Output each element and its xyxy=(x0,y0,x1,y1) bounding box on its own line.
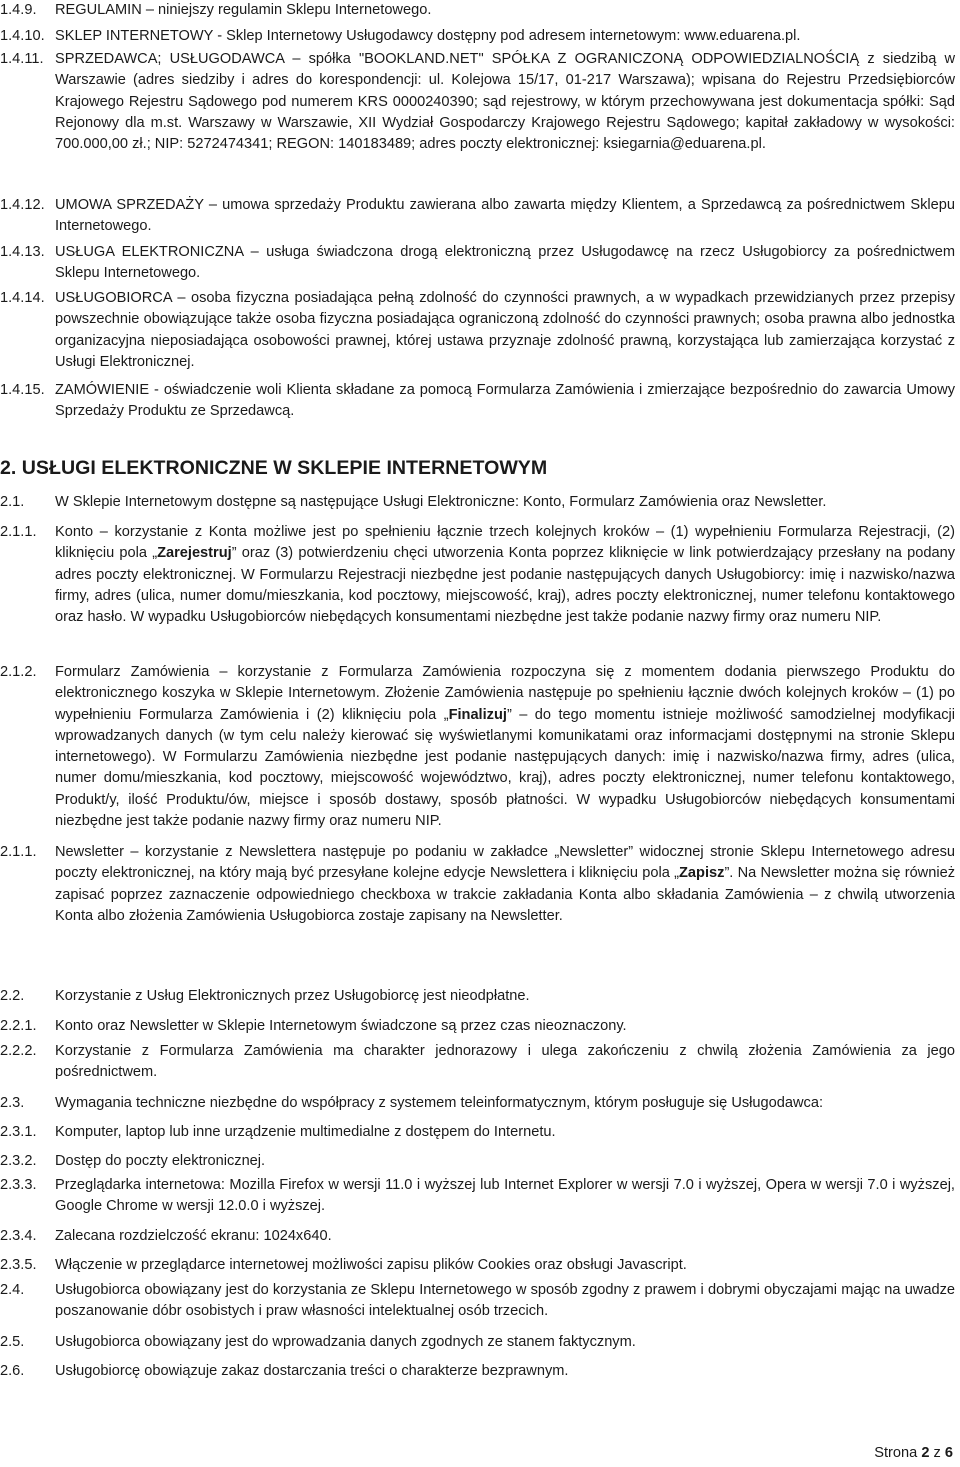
page-footer xyxy=(874,1443,953,1463)
clause-text: Dostęp do poczty elektronicznej. xyxy=(55,1153,266,1169)
clause-number: 2.3. xyxy=(0,1095,25,1111)
clause-number: 1.4.12. xyxy=(0,197,45,213)
clause-text: Włączenie w przeglądarce internetowej możliwości zapisu plików Cookies oraz obsługi Javascript. xyxy=(55,1257,687,1273)
clause-text: Usługobiorca obowiązany jest do korzystania ze Sklepu Internetowego w sposób zgodny z prawem i dobrymi obyczajami mając na uwadze poszanowanie dóbr osobistych i praw własności intelektualnej osób trzecich. xyxy=(55,1282,955,1320)
clause-text: Przeglądarka internetowa: Mozilla Firefox w wersji 11.0 i wyższej lub Internet Explorer w wersji 7.0 i wyższej, Opera w wersji 7.0 i wyższej, Google Chrome w wersji 12.0.0 i wyższej. xyxy=(55,1177,955,1215)
footer-page-number: 2 xyxy=(921,1445,930,1461)
clause-number: 2.4. xyxy=(0,1282,25,1298)
clause-number: 1.4.13. xyxy=(0,244,45,260)
clause-number: 2.1.1. xyxy=(0,524,37,540)
clause-text: USŁUGOBIORCA – osoba fizyczna posiadająca pełną zdolność do czynności prawnych, a w wypadkach przewidzianych przez przepisy powszechnie obowiązujące także osoba fizyczna posiadająca ograniczoną zdolność do czynności prawnych; osoba prawna albo jednostka organizacyjna nieposiadająca osobowości prawnej, której ustawa przyznaje zdolność prawną, korzystająca lub zamierzająca korzystać z Usługi Elektronicznej. xyxy=(55,290,955,370)
clause-text: Komputer, laptop lub inne urządzenie multimedialne z dostępem do Internetu. xyxy=(55,1124,556,1140)
clause-text xyxy=(55,662,955,832)
clause-number: 2.1. xyxy=(0,494,25,510)
clause-number: 2.3.5. xyxy=(0,1257,37,1273)
clause-number: 1.4.11. xyxy=(0,51,44,67)
clause-text xyxy=(55,522,955,628)
clause-number: 2.1.2. xyxy=(0,664,37,680)
clause-number: 1.4.9. xyxy=(0,2,37,18)
clause-number: 2.3.2. xyxy=(0,1153,37,1169)
clause-text: Usługobiorca obowiązany jest do wprowadzania danych zgodnych ze stanem faktycznym. xyxy=(55,1334,636,1350)
clause-text: UMOWA SPRZEDAŻY – umowa sprzedaży Produktu zawierana albo zawarta między Klientem, a Sprzedawcą za pośrednictwem Sklepu Internetowego. xyxy=(55,197,955,235)
clause-text-part: ” oraz (3) potwierdzeniu chęci utworzenia Konta poprzez kliknięcie w link potwierdzający przesłany na podany adres poczty elektronicznej. W Formularzu Rejestracji niezbędne jest podanie następujących danych Usługobiorcy: imię i nazwisko/nazwa firmy, adres (ulica, numer domu/mieszkania, kod pocztowy, miejscowość, kraj), adres poczty elektronicznej, numer telefonu kontaktowego oraz hasło. W wypadku Usługobiorców niebędących konsumentami niezbędne jest także podanie nazwy firmy oraz numeru NIP. xyxy=(55,545,955,626)
clause-text: ZAMÓWIENIE - oświadczenie woli Klienta składane za pomocą Formularza Zamówienia i zmierzające bezpośrednio do zawarcia Umowy Sprzedaży Produktu ze Sprzedawcą. xyxy=(55,382,955,420)
clause-text-part: Newsletter – korzystanie z Newslettera następuje po podaniu w zakładce „Newsletter” widocznej stronie Sklepu Internetowego adresu poczty elektronicznej, na który mają być przesyłane kolejne edycje Newslettera i kliknięciu pola „ xyxy=(55,844,955,882)
section-title: 2. USŁUGI ELEKTRONICZNE W SKLEPIE INTERNETOWYM xyxy=(0,457,548,479)
clause-text-part: ”. Na Newsletter można się również zapisać poprzez zaznaczenie odpowiedniego checkboxa w trakcie zakładania Konta albo składania Zamówienia – z chwilą utworzenia Konta albo złożenia Zamówienia Usługobiorca zostaje zapisany na Newsletter. xyxy=(55,865,955,924)
clause-text-part: Formularz Zamówienia – korzystanie z Formularza Zamówienia rozpoczyna się z momentem dodania pierwszego Produktu do elektronicznego koszyka w Sklepie Internetowym. Złożenie Zamówienia następuje po spełnieniu łącznie dwóch kolejnych kroków – (1) po wypełnieniu Formularza Zamówienia i (2) kliknięciu pola „ xyxy=(55,664,955,723)
clause-number: 2.3.4. xyxy=(0,1228,37,1244)
clause-text-part: Konto – korzystanie z Konta możliwe jest po spełnieniu łącznie trzech kolejnych kroków – (1) wypełnieniu Formularza Rejestracji, (2) kliknięciu pola „ xyxy=(55,524,955,562)
clause-text: W Sklepie Internetowym dostępne są następujące Usługi Elektroniczne: Konto, Formularz Zamówienia oraz Newsletter. xyxy=(55,494,827,510)
clause-text: REGULAMIN – niniejszy regulamin Sklepu Internetowego. xyxy=(55,2,432,18)
clause-text: Usługobiorcę obowiązuje zakaz dostarczania treści o charakterze bezprawnym. xyxy=(55,1363,569,1379)
clause-text: SPRZEDAWCA; USŁUGODAWCA – spółka "BOOKLAND.NET" SPÓŁKA Z OGRANICZONĄ ODPOWIEDZIALNOŚCIĄ z siedzibą w Warszawie (adres siedziby i adres do korespondencji: ul. Kolejowa 15/17, 01-217 Warszawa); wpisana do Rejestru Przedsiębiorców Krajowego Rejestru Sądowego pod numerem KRS 0000240390; sąd rejestrowy, w którym przechowywana jest dokumentacja spółki: Sąd Rejonowy dla m.st. Warszawy w Warszawie, XII Wydział Gospodarczy Krajowego Rejestru Sądowego; kapitał zakładowy w wysokości: 700.000,00 zł.; NIP: 5272474341; REGON: 140183489; adres poczty elektronicznej: ksiegarnia@eduarena.pl. xyxy=(55,51,955,153)
clause-number: 2.2. xyxy=(0,988,25,1004)
footer-separator: z xyxy=(933,1445,941,1461)
clause-number: 2.5. xyxy=(0,1334,25,1350)
clause-number: 1.4.15. xyxy=(0,382,45,398)
clause-text: USŁUGA ELEKTRONICZNA – usługa świadczona drogą elektroniczną przez Usługodawcę na rzecz Usługobiorcy za pośrednictwem Sklepu Internetowego. xyxy=(55,244,955,282)
clause-number: 2.3.3. xyxy=(0,1177,37,1193)
clause-text xyxy=(55,842,955,927)
footer-prefix: Strona xyxy=(874,1445,918,1461)
clause-text: Wymagania techniczne niezbędne do współpracy z systemem teleinformatycznym, którym posługuje się Usługodawca: xyxy=(55,1095,824,1111)
clause-number: 2.3.1. xyxy=(0,1124,37,1140)
clause-text: Korzystanie z Formularza Zamówienia ma charakter jednorazowy i ulega zakończeniu z chwilą złożenia Zamówienia za jego pośrednictwem. xyxy=(55,1043,955,1081)
clause-text: Zalecana rozdzielczość ekranu: 1024x640. xyxy=(55,1228,332,1244)
field-name-bold: Zapisz xyxy=(679,865,725,882)
clause-text-part: ” – do tego momentu istnieje możliwość samodzielnej modyfikacji wprowadzanych danych (w tym celu należy kierować się wyświetlanymi komunikatami oraz informacjami dostępnymi na stronie Sklepu internetowego). W Formularzu Zamówienia niezbędne jest podanie następujących danych: imię i nazwisko/nazwa firmy, adres (ulica, numer domu/mieszkania, kod pocztowy, miejscowość województwo, kraj), adres poczty elektronicznej, numer telefonu kontaktowego, Produkt/y, ilość Produktu/ów, miejsce i sposób dostawy, sposób płatności. W wypadku Usługobiorców niebędących konsumentami niezbędne jest także podanie nazwy firmy oraz numeru NIP. xyxy=(55,706,955,830)
clause-number: 2.1.1. xyxy=(0,844,37,860)
clause-number: 2.2.2. xyxy=(0,1043,37,1059)
footer-page-total: 6 xyxy=(944,1445,953,1461)
clause-number: 2.2.1. xyxy=(0,1018,37,1034)
clause-number: 1.4.10. xyxy=(0,28,45,44)
clause-number: 1.4.14. xyxy=(0,290,45,306)
clause-text: SKLEP INTERNETOWY - Sklep Internetowy Usługodawcy dostępny pod adresem internetowym: www.eduarena.pl. xyxy=(55,28,801,44)
clause-text: Korzystanie z Usług Elektronicznych przez Usługobiorcę jest nieodpłatne. xyxy=(55,988,530,1004)
clause-text: Konto oraz Newsletter w Sklepie Internetowym świadczone są przez czas nieoznaczony. xyxy=(55,1018,627,1034)
field-name-bold: Finalizuj xyxy=(448,706,507,723)
clause-number: 2.6. xyxy=(0,1363,25,1379)
field-name-bold: Zarejestruj xyxy=(157,545,232,562)
